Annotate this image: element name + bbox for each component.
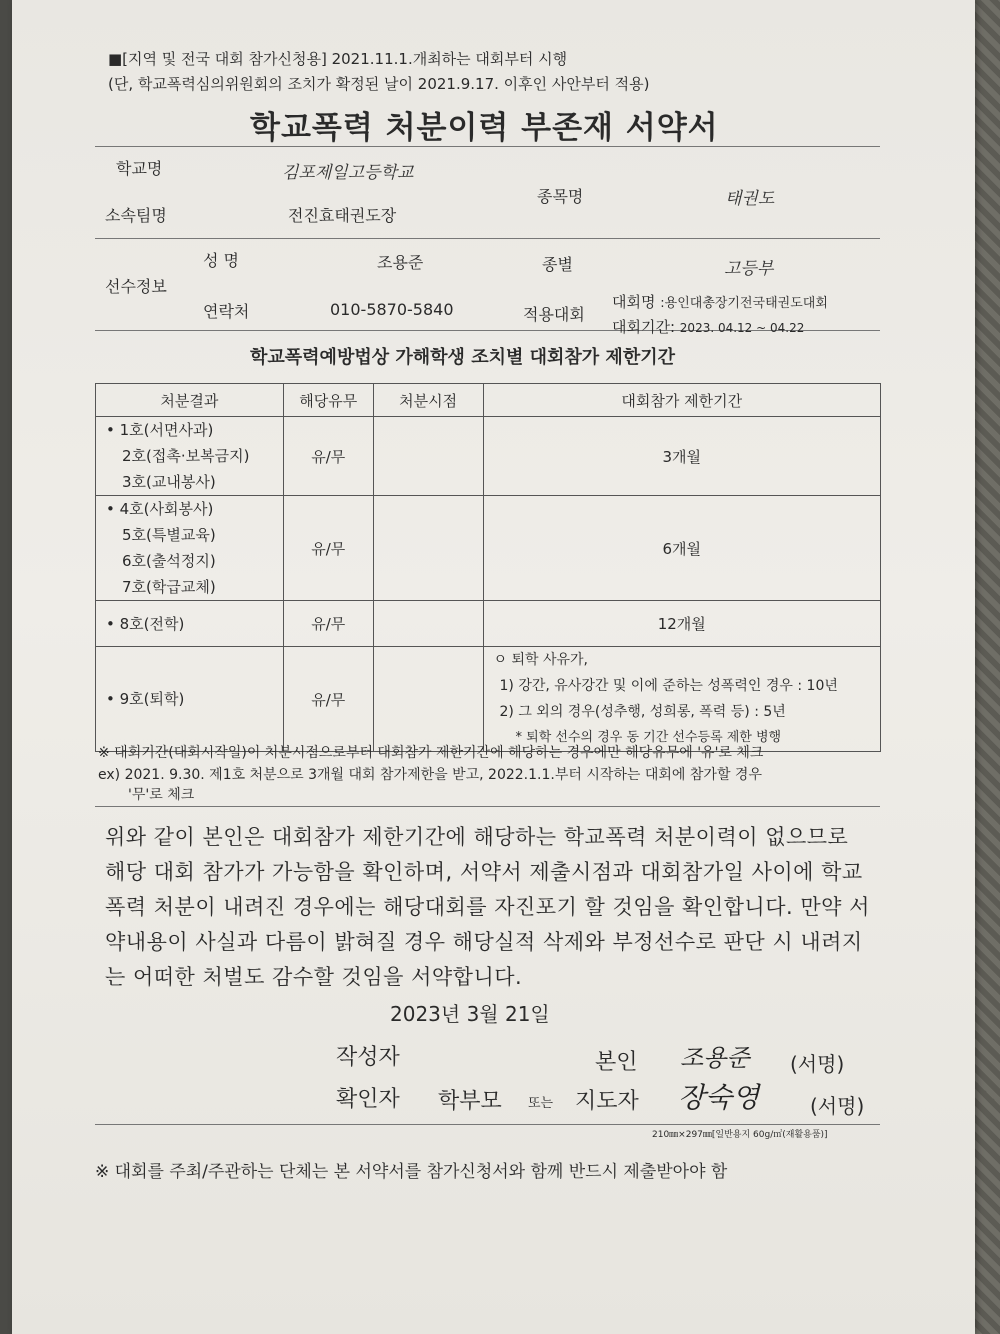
table-row bbox=[96, 601, 881, 647]
period-cell: 6개월 bbox=[483, 496, 880, 601]
period-line: 2) 그 외의 경우(성추행, 성희롱, 폭력 등) : 5년 bbox=[499, 704, 786, 720]
contact-label: 연락처 bbox=[203, 302, 250, 321]
or-label: 또는 bbox=[528, 1096, 554, 1111]
name-label: 성 명 bbox=[203, 251, 239, 270]
meet-period-row bbox=[612, 316, 804, 337]
sign-mark-2: (서명) bbox=[810, 1094, 865, 1118]
result-item: 7호(학급교체) bbox=[122, 578, 216, 596]
period-line: * 퇴학 선수의 경우 동 기간 선수등록 제한 병행 bbox=[515, 730, 782, 745]
note-2: ex) 2021. 9.30. 제1호 처분으로 3개월 대회 참가제한을 받고, 2022.1.1.부터 시작하는 대회에 참가할 경우 bbox=[98, 767, 762, 783]
footer-note: ※ 대회를 주최/주관하는 단체는 본 서약서를 참가신청서와 함께 반드시 제출받아야 함 bbox=[95, 1162, 728, 1182]
table-row bbox=[96, 417, 881, 496]
team-value: 전진효태권도장 bbox=[288, 206, 397, 225]
confirmer-label: 확인자 bbox=[336, 1087, 400, 1112]
division-label: 종별 bbox=[542, 255, 573, 274]
result-item: 3호(교내봉사) bbox=[122, 473, 216, 491]
division-value: 고등부 bbox=[724, 259, 774, 279]
contact-value: 010-5870-5840 bbox=[330, 300, 454, 319]
author-label: 작성자 bbox=[336, 1045, 400, 1070]
check-cell: 유/무 bbox=[283, 496, 373, 601]
timing-cell bbox=[373, 496, 483, 601]
header-line-1: ■[지역 및 전국 대회 참가신청용] 2021.11.1.개최하는 대회부터 시행 bbox=[108, 50, 568, 68]
result-item: • 8호(전학) bbox=[106, 614, 185, 633]
player-info-label: 선수정보 bbox=[105, 277, 167, 296]
meet-name-row bbox=[612, 291, 828, 312]
meet-name-label: 대회명 bbox=[612, 293, 656, 311]
name-value: 조용준 bbox=[377, 253, 424, 272]
period-line: 1) 강간, 유사강간 및 이에 준하는 성폭력인 경우 : 10년 bbox=[499, 678, 838, 694]
event-value: 태권도 bbox=[725, 189, 775, 209]
timing-cell bbox=[373, 417, 483, 496]
paper-spec: 210㎜×297㎜[일반용지 60g/㎡(재활용품)] bbox=[652, 1130, 828, 1140]
period-cell: 3개월 bbox=[483, 417, 880, 496]
result-item: • 1호(서면사과) bbox=[106, 421, 214, 439]
table-row bbox=[96, 647, 881, 752]
meet-period-label: 대회기간: bbox=[612, 318, 676, 336]
coach-label: 지도자 bbox=[575, 1089, 639, 1114]
coach-signature-name: 장숙영 bbox=[678, 1081, 760, 1114]
signing-date: 2023년 3월 21일 bbox=[390, 1002, 550, 1026]
table-header-row bbox=[96, 384, 881, 417]
section-subtitle: 학교폭력예방법상 가해학생 조치별 대회참가 제한기간 bbox=[250, 347, 675, 368]
table-header: 대회참가 제한기간 bbox=[483, 384, 880, 417]
document-title: 학교폭력 처분이력 부존재 서약서 bbox=[250, 110, 719, 146]
timing-cell bbox=[373, 647, 483, 752]
self-signature-name: 조용준 bbox=[680, 1044, 750, 1072]
result-cell bbox=[96, 496, 284, 601]
divider bbox=[95, 238, 880, 239]
divider bbox=[95, 146, 880, 147]
parent-label: 학부모 bbox=[438, 1089, 502, 1114]
sign-mark-1: (서명) bbox=[790, 1052, 845, 1076]
restriction-table bbox=[95, 383, 881, 752]
self-label: 본인 bbox=[595, 1050, 638, 1075]
result-item: • 9호(퇴학) bbox=[106, 690, 185, 708]
result-cell bbox=[96, 417, 284, 496]
period-line: ㅇ 퇴학 사유가, bbox=[493, 652, 589, 668]
check-cell: 유/무 bbox=[283, 601, 373, 647]
check-cell: 유/무 bbox=[283, 647, 373, 752]
result-cell bbox=[96, 601, 284, 647]
check-cell: 유/무 bbox=[283, 417, 373, 496]
table-header: 처분결과 bbox=[96, 384, 284, 417]
note-1: ※ 대회기간(대회시작일)이 처분시점으로부터 대회참가 제한기간에 해당하는 경우에만 해당유무에 '유'로 체크 bbox=[98, 745, 764, 761]
result-item: • 4호(사회봉사) bbox=[106, 500, 214, 518]
applied-meet-label: 적용대회 bbox=[523, 305, 585, 324]
team-label: 소속팀명 bbox=[105, 206, 167, 225]
table-row bbox=[96, 496, 881, 601]
result-cell bbox=[96, 647, 284, 752]
timing-cell bbox=[373, 601, 483, 647]
school-label: 학교명 bbox=[116, 159, 163, 178]
meet-period-value: 2023. 04.12 ~ 04.22 bbox=[679, 321, 805, 335]
result-item: 5호(특별교육) bbox=[122, 526, 216, 544]
result-item: 6호(출석정지) bbox=[122, 552, 216, 570]
school-value: 김포제일고등학교 bbox=[282, 163, 414, 183]
period-cell bbox=[483, 647, 880, 752]
event-label: 종목명 bbox=[537, 187, 584, 206]
pledge-statement: 위와 같이 본인은 대회참가 제한기간에 해당하는 학교폭력 처분이력이 없으므로 해당 대회 참가가 가능함을 확인하며, 서약서 제출시점과 대회참가일 사이에 학교폭력 처분이 내려진 경우에는 해당대회를 자진포기 할 것임을 확인합니다. 만약 서약내용이 사실과 다름이 밝혀질 경우 해당실적 삭제와 부정선수로 판단 시 내려지는 어떠한 처벌도 감수할 것임을 서약합니다. bbox=[105, 825, 870, 989]
table-header: 처분시점 bbox=[373, 384, 483, 417]
table-header: 해당유무 bbox=[283, 384, 373, 417]
divider bbox=[95, 806, 880, 807]
meet-name-value: :용인대총장기전국태권도대회 bbox=[660, 296, 828, 311]
period-cell: 12개월 bbox=[483, 601, 880, 647]
note-3: '무'로 체크 bbox=[128, 787, 195, 803]
header-line-2: (단, 학교폭력심의위원회의 조치가 확정된 날이 2021.9.17. 이후인 사안부터 적용) bbox=[108, 75, 650, 93]
divider bbox=[95, 1124, 880, 1125]
result-item: 2호(접촉·보복금지) bbox=[122, 447, 250, 465]
